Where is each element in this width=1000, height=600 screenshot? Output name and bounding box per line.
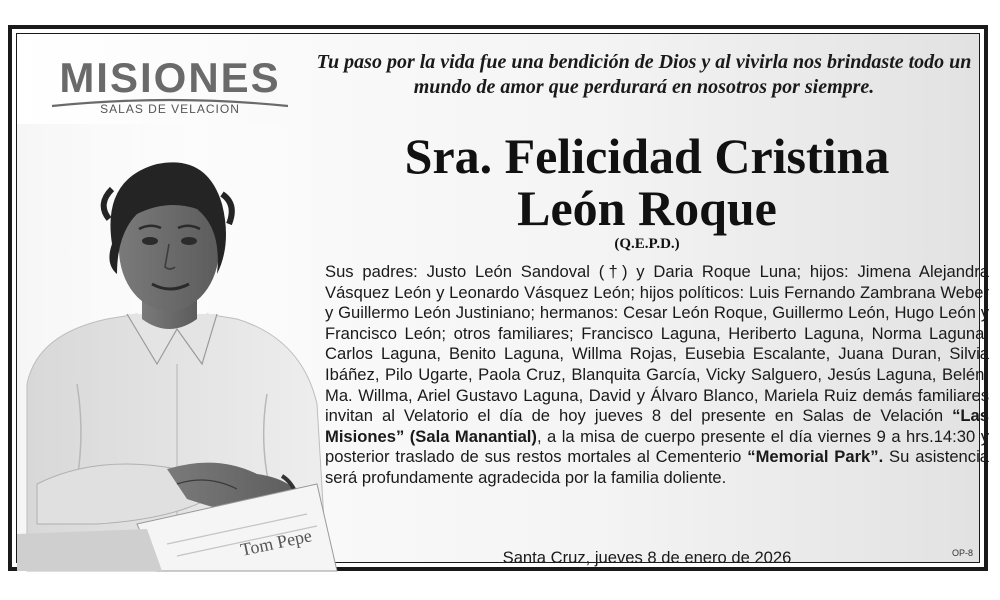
deceased-name-line2: León Roque [517,180,777,236]
misiones-logo [45,56,295,116]
ad-code: OP-8 [951,548,973,558]
body-text-part2: , a la misa de cuerpo presente el día viernes 9 a hrs.14:30 y posterior traslado de sus restos mortales al Cementerio [325,426,989,467]
logo-brand: MISIONES [59,54,281,101]
obituary-panel [16,33,989,567]
body-text-part3: Su asistencia será profundamente agradecida por la familia doliente. [325,447,989,487]
city-date: Santa Cruz, jueves 8 de enero de 2026 [502,548,792,567]
obituary-frame [8,25,988,571]
logo-subtitle: SALAS DE VELACION [100,102,240,116]
cemetery-name: “Memorial Park”. [747,447,884,467]
deceased-name [317,130,977,234]
body-text-part1: Sus padres: Justo León Sandoval (†) y Daria Roque Luna; hijos: Jimena Alejandra Vásquez León y Leonardo Vásquez León; hijos políticos: Luis Fernando Zambrana Weber y Guillermo León Justiniano; hermanos: Cesar León Roque, Guillermo León, Hugo León y Francisco León; otros familiares; Francisco Laguna, Heriberto Laguna, Norma Laguna, Carlos Laguna, Benito Laguna, Willma Rojas, Eusebia Escalante, Juana Duran, Silvia Ibáñez, Pilo Ugarte, Paola Cruz, Blanquita García, Vicky Salguero, Jesús Laguna, Belén, Ma. Willma, Ariel Gustavo Laguna, David y Álvaro Blanco, Mariela Ruiz demás familiares invitan al Velatorio el día de hoy jueves 8 del presente en Salas de Velación [325,262,989,426]
qepd-label: (Q.E.P.D.) [614,236,680,252]
deceased-name-line1: Sra. Felicidad Cristina [404,128,890,184]
memorial-quote: Tu paso por la vida fue una bendición de Dios y al vivirla nos brindaste todo un mundo de amor que perdurará en nosotros por siempre. [316,51,972,98]
portrait-photo [17,124,337,571]
svg-text:Tom Pepe: Tom Pepe [238,525,314,560]
obituary-body [325,262,989,489]
venue-name: “Las Misiones” (Sala Manantial) [325,406,989,446]
